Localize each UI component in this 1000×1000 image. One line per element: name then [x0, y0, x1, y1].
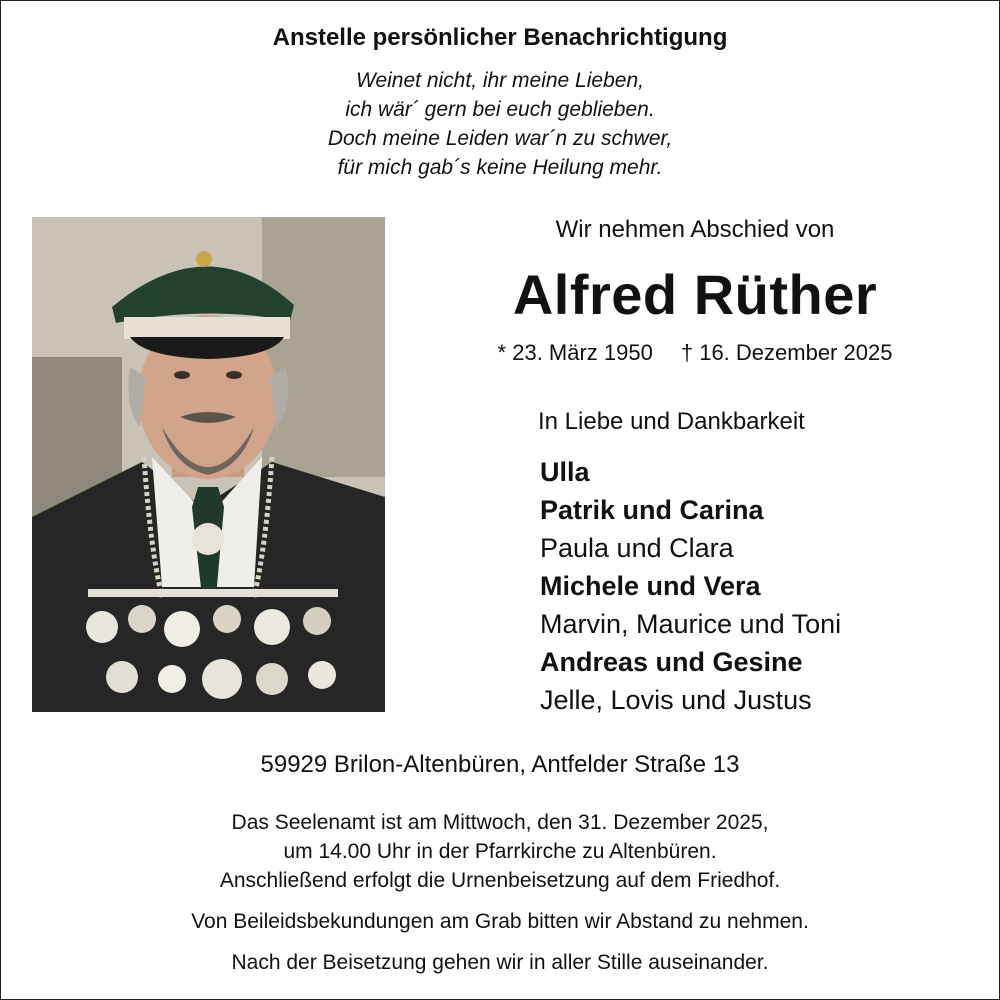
- family-member: Andreas und Gesine: [540, 647, 803, 677]
- poem-line: Doch meine Leiden war´n zu schwer,: [327, 127, 673, 150]
- death-date: † 16. Dezember 2025: [680, 340, 893, 365]
- poem-line: für mich gab´s keine Heilung mehr.: [337, 156, 663, 179]
- service-line: Das Seelenamt ist am Mittwoch, den 31. Dezember 2025,: [231, 811, 769, 834]
- family-member: Michele und Vera: [540, 571, 761, 601]
- condolence-note: Von Beileidsbekundungen am Grab bitten wir Abstand zu nehmen.: [191, 910, 809, 933]
- life-dates: [440, 340, 950, 366]
- service-line: Anschließend erfolgt die Urnenbeisetzung auf dem Friedhof.: [219, 869, 781, 892]
- portrait-photo: [32, 217, 385, 712]
- notice-heading: Anstelle persönlicher Benachrichtigung: [272, 24, 728, 51]
- poem-line: Weinet nicht, ihr meine Lieben,: [356, 69, 644, 92]
- family-list: [540, 453, 841, 719]
- family-member: Marvin, Maurice und Toni: [540, 609, 842, 639]
- gratitude-line: In Liebe und Dankbarkeit: [538, 408, 805, 435]
- burial-note: Nach der Beisetzung gehen wir in aller Stille auseinander.: [231, 951, 769, 974]
- deceased-name: Alfred Rüther: [512, 263, 878, 326]
- birth-date: * 23. März 1950: [497, 340, 653, 365]
- service-line: um 14.00 Uhr in der Pfarrkirche zu Altenbüren.: [283, 840, 717, 863]
- poem: [0, 66, 1000, 182]
- family-member: Jelle, Lovis und Justus: [540, 685, 812, 715]
- family-member: Ulla: [540, 457, 590, 487]
- farewell-intro: Wir nehmen Abschied von: [555, 216, 835, 243]
- address: 59929 Brilon-Altenbüren, Antfelder Straße 13: [260, 751, 740, 778]
- family-member: Patrik und Carina: [540, 495, 764, 525]
- service-details: [0, 808, 1000, 895]
- poem-line: ich wär´ gern bei euch geblieben.: [345, 98, 655, 121]
- family-member: Paula und Clara: [540, 533, 734, 563]
